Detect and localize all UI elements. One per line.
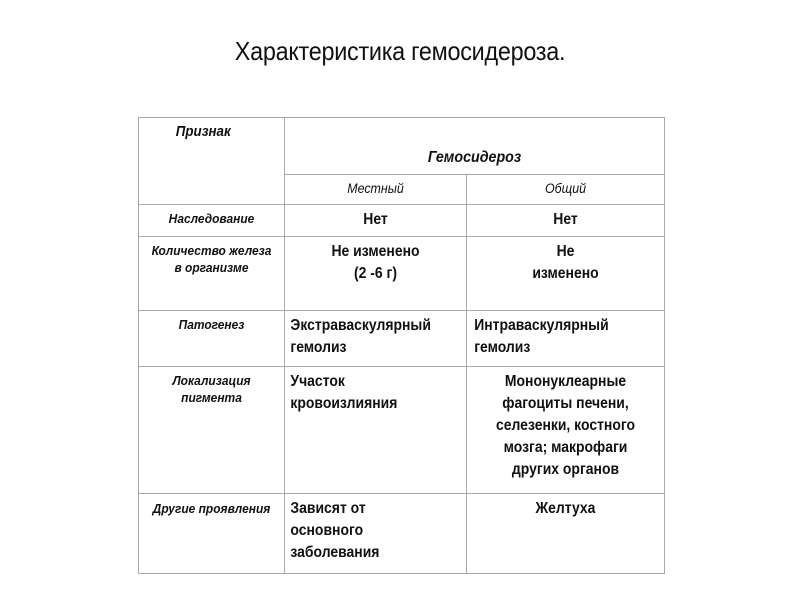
row-label-cell [139, 311, 285, 367]
row-label-cell [139, 494, 285, 574]
row-label-cell [139, 367, 285, 494]
table-row [139, 205, 665, 237]
row-label: Патогенез [178, 317, 245, 332]
row-label: Наследование [168, 211, 255, 226]
row-label: Локализация пигмента [172, 373, 251, 405]
local-value-cell [285, 205, 467, 237]
general-value: Не изменено [532, 243, 599, 282]
subheader-local-cell [285, 175, 467, 205]
local-value: Участок кровоизлияния [290, 373, 398, 412]
local-value: Экстраваскулярный гемолиз [290, 317, 431, 356]
characteristics-table [138, 117, 665, 574]
header-feature-label: Признак [175, 124, 231, 140]
general-value: Мононуклеарные фагоциты печени, селезенки, костного мозга; макрофаги других органов [495, 373, 636, 478]
row-label: Количество железа в организме [151, 243, 272, 275]
table-header-row [139, 118, 665, 175]
general-value-cell [467, 311, 665, 367]
local-value: Зависят от основного заболевания [290, 500, 380, 561]
table-row [139, 311, 665, 367]
row-label-cell [139, 237, 285, 311]
local-value: Не изменено (2 -6 г) [331, 243, 420, 282]
general-value-cell [467, 367, 665, 494]
page-title: Характеристика гемосидероза. [234, 36, 566, 66]
subheader-general-label: Общий [544, 181, 587, 196]
table-row [139, 494, 665, 574]
subheader-local-label: Местный [347, 181, 404, 196]
table-row [139, 367, 665, 494]
row-label: Другие проявления [152, 501, 271, 516]
row-label-cell [139, 205, 285, 237]
header-group-cell [285, 118, 665, 175]
header-feature-cell [139, 118, 285, 205]
local-value-cell [285, 494, 467, 574]
general-value-cell [467, 205, 665, 237]
subheader-general-cell [467, 175, 665, 205]
local-value-cell [285, 311, 467, 367]
general-value-cell [467, 494, 665, 574]
general-value: Интраваскулярный гемолиз [474, 317, 609, 356]
local-value: Нет [363, 211, 388, 228]
local-value-cell [285, 237, 467, 311]
header-group-label: Гемосидероз [427, 149, 522, 166]
table-row [139, 237, 665, 311]
general-value-cell [467, 237, 665, 311]
general-value: Нет [553, 211, 578, 228]
local-value-cell [285, 367, 467, 494]
general-value: Желтуха [535, 500, 596, 517]
